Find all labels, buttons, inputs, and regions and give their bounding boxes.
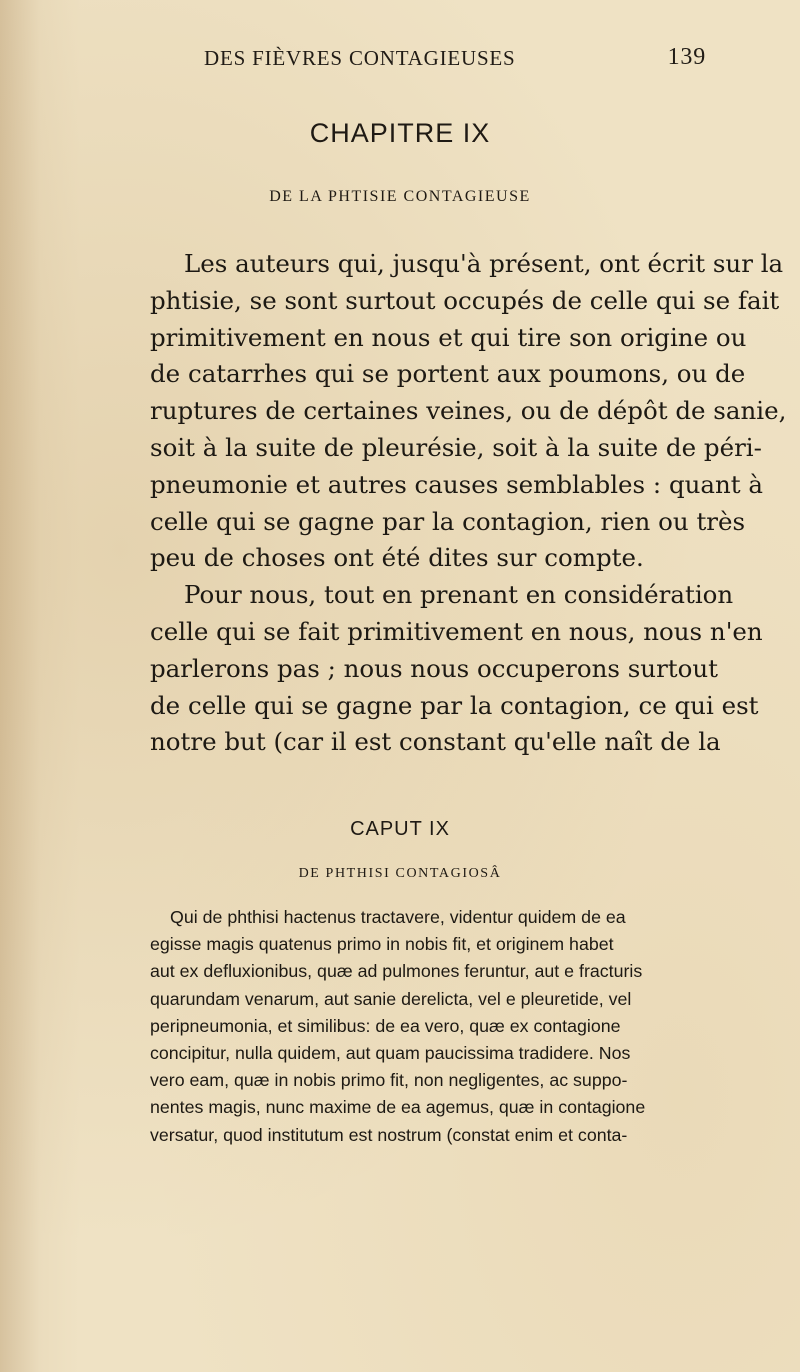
text-line: celle qui se fait primitivement en nous, nous n'en [150,616,763,646]
latin-text-block [150,904,730,1149]
text-line: ruptures de certaines veines, ou de dépôt de sanie, [150,396,787,426]
latin-chapter-subtitle: DE PHTHISI CONTAGIOSÂ [298,866,502,881]
text-line: primitivement en nous et qui tire son origine ou [150,322,747,352]
text-line: nentes magis, nunc maxime de ea agemus, quæ in contagione [150,1097,646,1118]
text-line: phtisie, se sont surtout occupés de celle qui se fait [150,285,780,315]
text-line: pneumonie et autres causes semblables : quant à [150,469,764,499]
latin-chapter-title: CAPUT IX [350,818,450,840]
text-line: notre but (car il est constant qu'elle naît de la [150,727,721,757]
text-line: vero eam, quæ in nobis primo fit, non negligentes, ac suppo- [150,1070,628,1091]
french-chapter-subtitle: DE LA PHTISIE CONTAGIEUSE [269,188,531,205]
french-text-block [150,246,787,761]
text-line: de catarrhes qui se portent aux poumons, ou de [150,359,746,389]
text-line: parlerons pas ; nous nous occuperons surtout [150,653,719,683]
french-paragraph-2 [150,577,763,761]
text-line: egisse magis quatenus primo in nobis fit, et originem habet [150,934,614,955]
text-line: de celle qui se gagne par la contagion, ce qui est [150,690,759,720]
text-line: Pour nous, tout en prenant en considération [184,580,734,610]
french-chapter-title: CHAPITRE IX [309,118,491,148]
page-number: 139 [667,44,706,70]
text-line: peripneumonia, et similibus: de ea vero, quæ ex contagione [150,1015,621,1036]
text-line: celle qui se gagne par la contagion, rien ou très [150,506,746,536]
text-line: Les auteurs qui, jusqu'à présent, ont écrit sur la [184,249,784,278]
text-line: peu de choses ont été dites sur compte. [150,543,644,573]
text-line: concipitur, nulla quidem, aut quam paucissima tradidere. Nos [150,1043,631,1064]
running-title: DES FIÈVRES CONTAGIEUSES [204,46,516,70]
french-paragraph-1 [150,246,787,577]
text-line: quarundam venarum, aut sanie derelicta, vel e pleuretide, vel [150,988,632,1009]
text-line: soit à la suite de pleurésie, soit à la suite de péri- [150,432,762,462]
text-line: versatur, quod institutum est nostrum (constat enim et conta- [150,1124,628,1145]
latin-paragraph [150,904,730,1149]
text-line: aut ex defluxionibus, quæ ad pulmones feruntur, aut e fracturis [150,961,643,982]
text-line: Qui de phthisi hactenus tractavere, videntur quidem de ea [170,907,626,927]
